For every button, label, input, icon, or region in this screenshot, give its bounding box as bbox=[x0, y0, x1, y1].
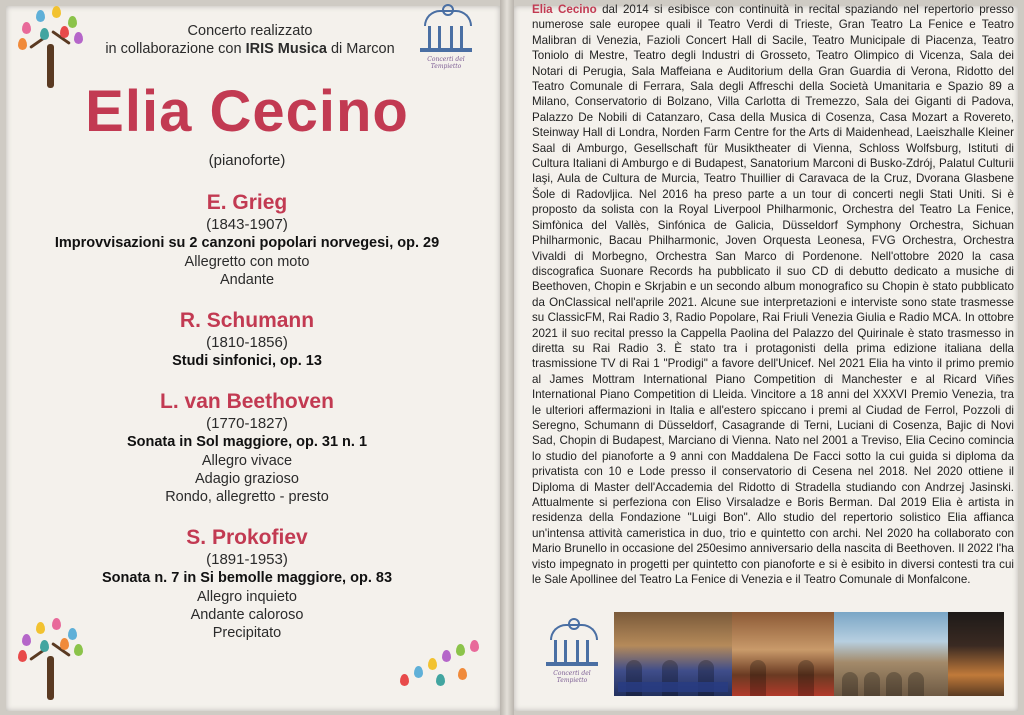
program-item-grieg bbox=[0, 190, 494, 289]
work-title: Improvvisazioni su 2 canzoni popolari norvegesi, op. 29 bbox=[54, 235, 440, 251]
work-title: Sonata in Sol maggiore, op. 31 n. 1 bbox=[126, 434, 368, 450]
composer-name: L. van Beethoven bbox=[160, 390, 334, 413]
logo-label: Concerti del Tempietto bbox=[427, 56, 465, 70]
concert-intro bbox=[80, 22, 420, 58]
easter-eggs-icon bbox=[396, 640, 486, 690]
program-item-beethoven bbox=[0, 389, 494, 506]
tempietto-logo-icon bbox=[414, 4, 478, 70]
venue-photo-arena bbox=[834, 612, 948, 696]
composer-name: S. Prokofiev bbox=[186, 526, 308, 549]
instrument-label: (pianoforte) bbox=[208, 152, 286, 169]
bio-artist-name: Elia Cecino bbox=[532, 3, 597, 16]
movement: Rondo, allegretto - presto bbox=[165, 489, 329, 505]
tempietto-logo-icon bbox=[540, 618, 604, 688]
composer-name: R. Schumann bbox=[179, 309, 315, 332]
composer-dates: (1810-1856) bbox=[206, 334, 288, 351]
partner-name: IRIS Musica bbox=[245, 41, 327, 57]
easter-tree-icon bbox=[14, 4, 86, 88]
venue-photo-night bbox=[948, 612, 1004, 696]
movement: Allegro vivace bbox=[201, 453, 293, 469]
movement: Precipitato bbox=[212, 625, 282, 641]
page-fold bbox=[500, 0, 514, 715]
venue-photo-theatre bbox=[732, 612, 834, 696]
work-title: Studi sinfonici, op. 13 bbox=[172, 353, 322, 369]
easter-tree-icon bbox=[14, 616, 86, 700]
venue-photo-hall bbox=[614, 612, 732, 696]
movement: Adagio grazioso bbox=[195, 471, 299, 487]
program-item-schumann bbox=[0, 308, 494, 371]
logo-label: Concerti del Tempietto bbox=[553, 670, 591, 684]
composer-dates: (1843-1907) bbox=[206, 216, 288, 233]
artist-name: Elia Cecino bbox=[85, 79, 409, 144]
movement: Allegro inquieto bbox=[197, 589, 297, 605]
movement: Andante caloroso bbox=[190, 607, 304, 623]
composer-dates: (1770-1827) bbox=[206, 415, 288, 432]
composer-name: E. Grieg bbox=[206, 191, 288, 214]
work-title: Sonata n. 7 in Si bemolle maggiore, op. 83 bbox=[101, 570, 393, 586]
intro-line-1: Concerto realizzato bbox=[187, 23, 313, 39]
movement: Andante bbox=[219, 272, 275, 288]
intro-line-2: in collaborazione con IRIS Musica di Marcon bbox=[105, 41, 395, 57]
movement: Allegretto con moto bbox=[184, 254, 310, 270]
biography-text bbox=[532, 2, 1014, 587]
bio-body: dal 2014 si esibisce con continuità in recital spaziando nel repertorio presso numerose sale europee quali il Teatro Verdi di Trieste, Gran Teatro La Fenice e Teatro Malibran di Venezia, Fazioli Concert Hall di Sacile, Teatro Municipale di Piacenza, Teatro Toniolo di Mestre, Teatro degli Industri di Grosseto, Teatro Olimpico di Vicenza, Sala dei Notari di Perugia, Sala Maffeiana e Auditorium della Gran Guardia di Verona, Ridotto del Teatro Comunale di Ferrara, Sala degli Affreschi della Società Umanitaria e Spazio 89 a Milano, Conservatorio di Bolzano, Villa Carlotta di Tremezzo, Sala dei Giganti di Padova, Palazzo De Nobili di Catanzaro, Casa della Musica di Cosenza, Casa Mozart a Rovereto, Steinway Hall di Londra, Norden Farm Centre for the Arts di Maidenhead, Laeiszhalle Kleiner Saal di Amburgo, Gesellschaft für Musiktheater di Vienna, Schloss Wolfsburg, Istituti di Cultura Italiani di Amburgo e di Budapest, Sanatorium Marconi di Busko-Zdrój, Palatul Culturii Iaşi, Aula de Cultura de Murcia, Teatro Thuillier di Caravaca de la Cruz, Dvorana Glasbene Šole di Radovljica. Nel 2016 ha preso parte a un tour di concerti negli Stati Uniti. Si è proposto da solista con la Royal Liverpool Philharmonic, Orchestra del Teatro La Fenice, Simfònica del Vallès, Sinfónica de Galicia, Düsseldorf Symphony Orchestra, Sichuan Philharmonic, Bacau Philharmonic, Joven Orquesta Leonesa, FVG Orchestra, Orchestra Vivaldi di Morbegno, Orchestra San Marco di Pordenone. Nell'ottobre 2020 la casa discografica Suonare Records ha pubblicato il suo CD di debutto dedicato a musiche di Beethoven, Chopin e Skrjabin e un secondo album monografico su Chopin è stato pubblicato da OnClassical nell'aprile 2021. Alcune sue interpretazioni e interviste sono state trasmesse su ClassicFM, Rai Radio 3, Radio Popolare, Rai Friuli Venezia Giulia e Radio MCA. In ottobre 2021 il suo recital presso la Cappella Paolina del Palazzo del Quirinale è stato trasmesso in diretta su Rai Radio 3. È stato tra i protagonisti della prima edizione italiana della trasmissione TV di Rai 1 "Prodigi" a favore dell'Unicef. Nel 2021 Elia ha vinto il primo premio al James Mottram International Piano Competition di Manchester e al Ricard Viñes International Piano Competition di Lleida. Vincitore a 18 anni del XXXVI Premio Venezia, tra le ulteriori affermazioni in Italia e all'estero spiccano i premi al Ciudad de Ferrol, Pozzoli di Seregno, Schumann di Düsseldorf, Casagrande di Terni, Luciani di Cosenza, Bajic di Novi Sad, Chopin di Budapest, Marciano di Vienna. Nato nel 2001 a Treviso, Elia Cecino comincia lo studio del pianoforte a 9 anni con Maddalena De Facci sotto la cui guida si diploma da privatista con 10 e Lode presso il conservatorio di Cesena nel 2018. Nel 2020 ottiene il Diploma di Master dell'Accademia del Ridotto di Stradella studiando con Andrzej Jasinski. Attualmente si perfeziona con Eliso Virsaladze e Boris Berman. Dal 2019 Elia è artista in residenza della Fondazione "Luigi Bon". Allo studio del repertorio solistico Elia affianca un'intensa attività cameristica in duo, trio e quintetto con archi. Nel 2020 ha collaborato con Mario Brunello in occasione del 250esimo anniversario della nascita di Beethoven. Il 2022 l'ha visto impegnato in progetti per quintetto con pianoforte e si è esibito in diversi contesti tra cui le Sale Apollinee del Teatro La Fenice di Venezia e il Teatro Comunale di Monfalcone. bbox=[532, 3, 1015, 587]
composer-dates: (1891-1953) bbox=[206, 551, 288, 568]
